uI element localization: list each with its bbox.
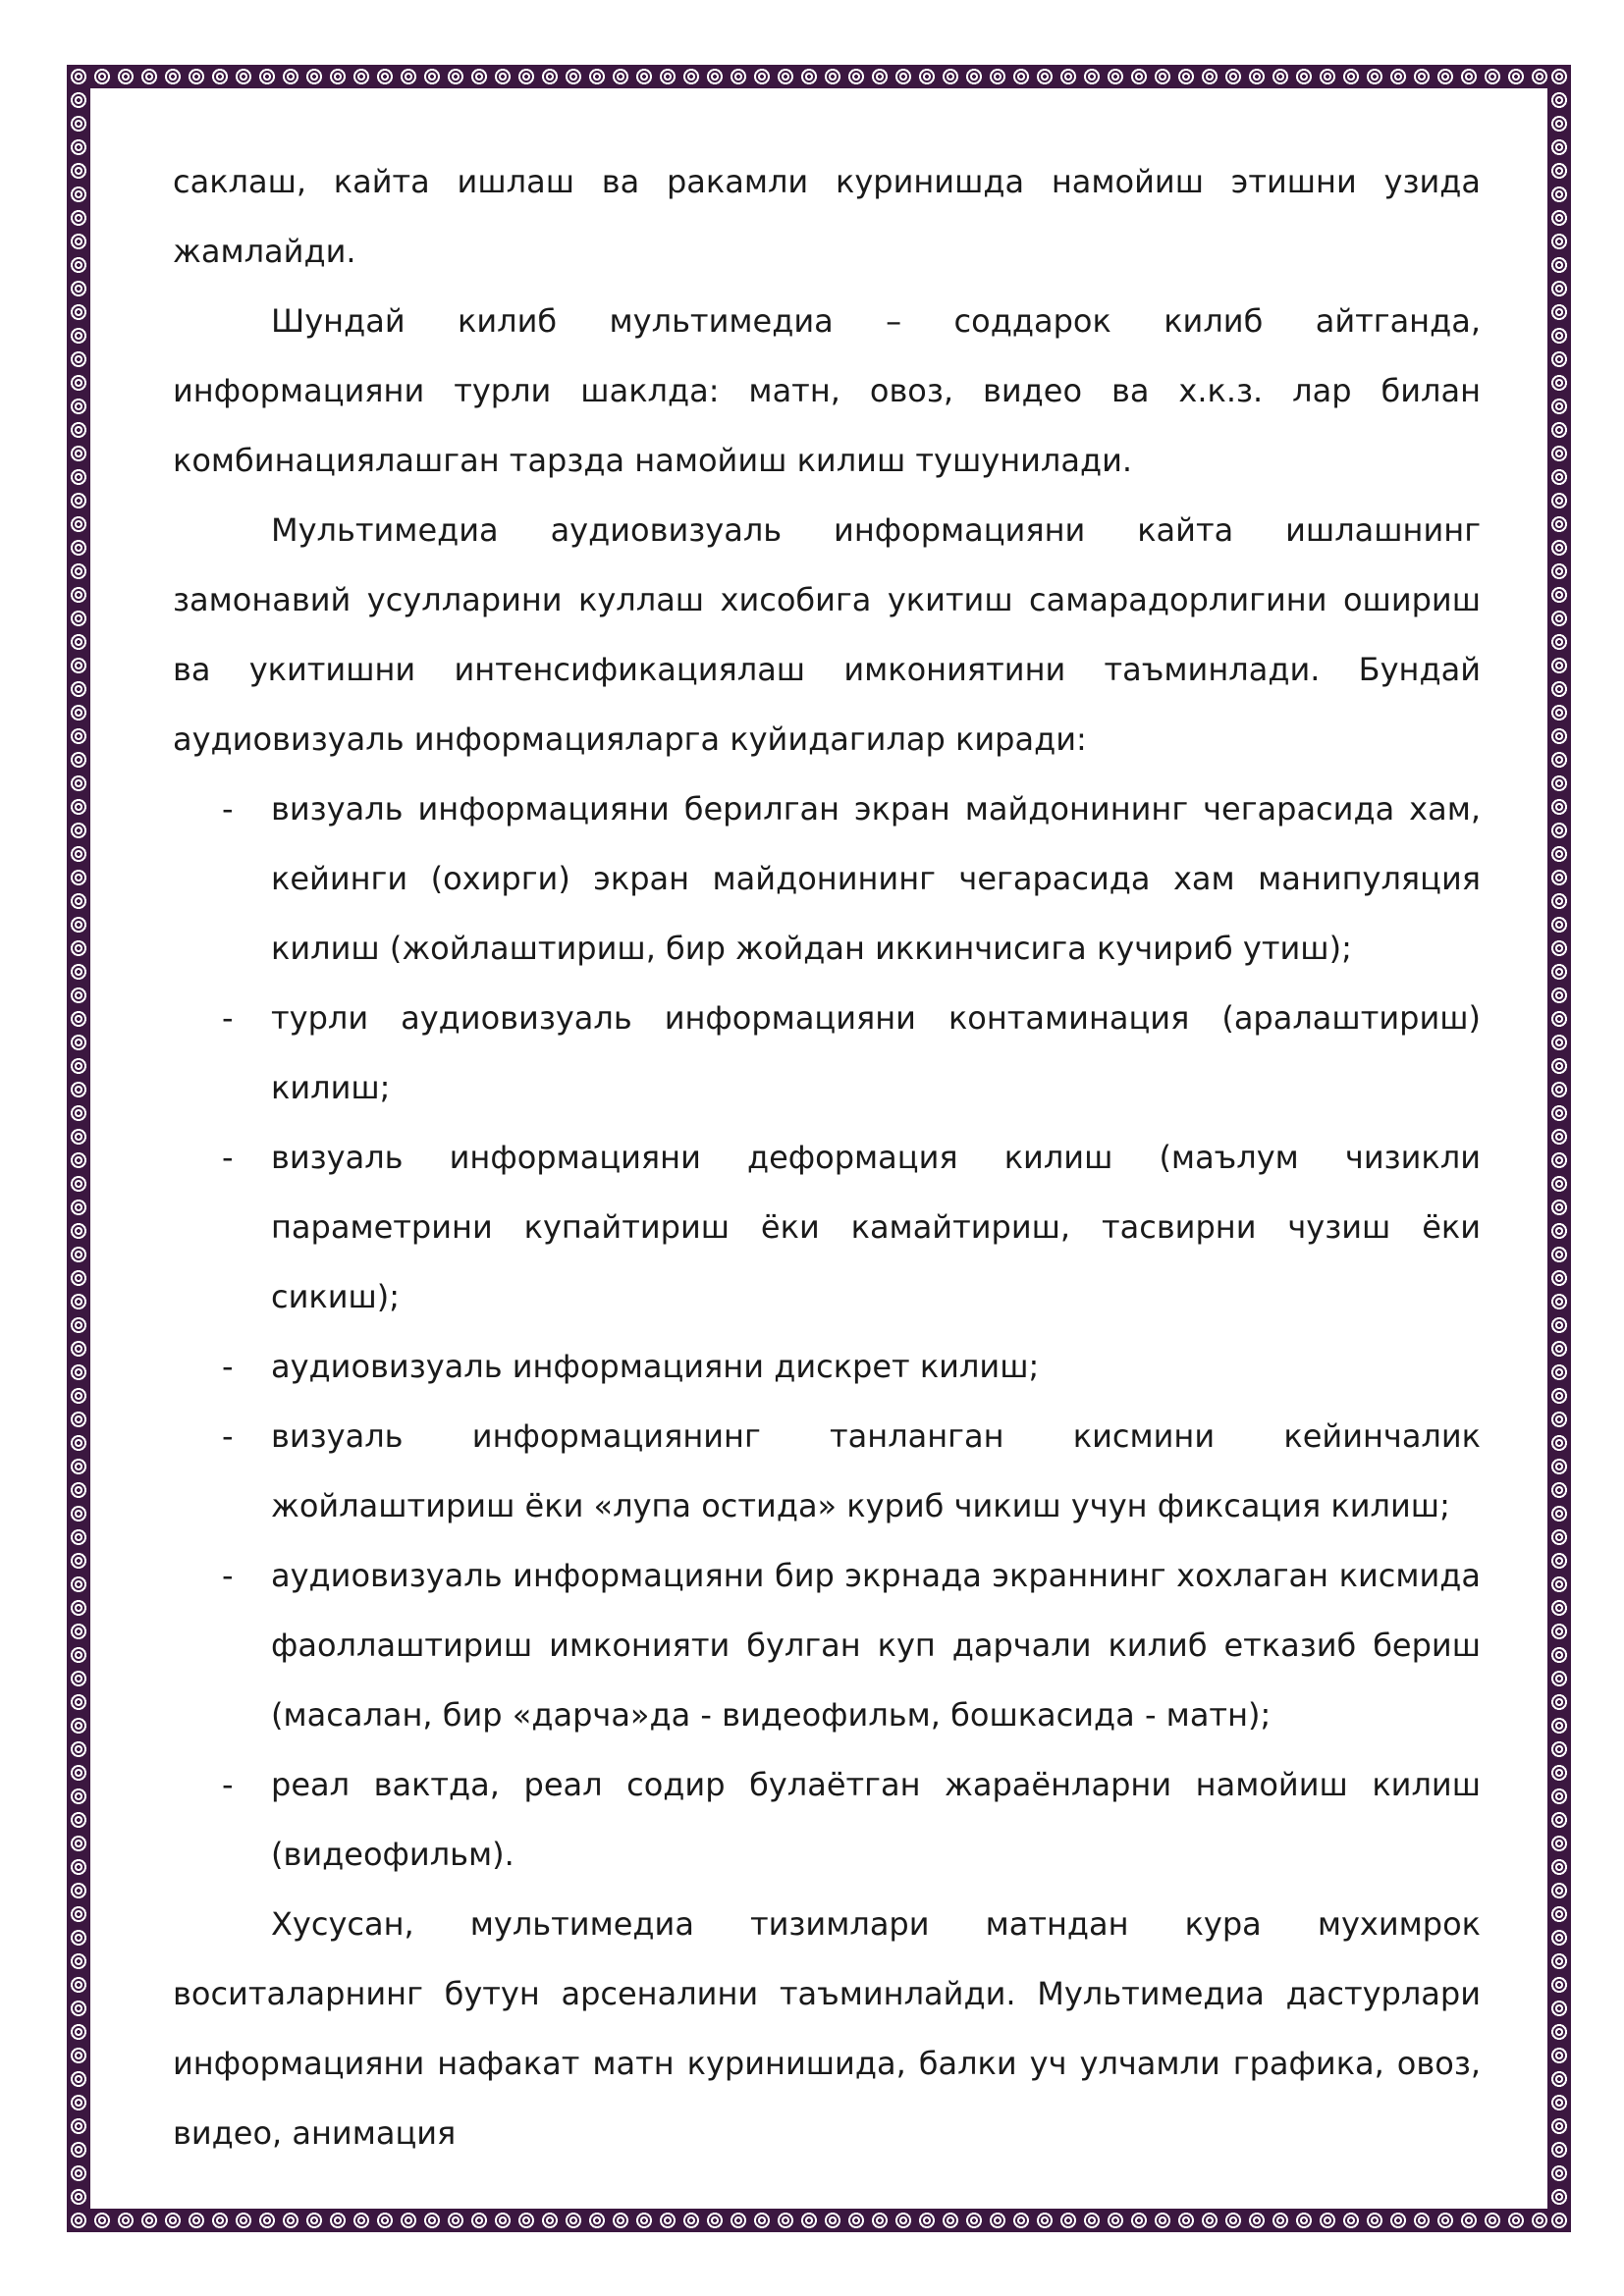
document-body <box>173 147 1481 2168</box>
page-border-top <box>67 65 1571 88</box>
list-item <box>173 1402 1481 1541</box>
list-item <box>173 1541 1481 1750</box>
page-border-bottom <box>67 2209 1571 2232</box>
paragraph-3: Мультимедиа аудиовизуаль информацияни кайта ишлашнинг замонавий усулларини куллаш хисобига укитиш самарадорлигини ошириш ва укитишни интенсификациялаш имкониятини таъминлади. Бундай аудиовизуаль информацияларга куйидагилар киради: <box>173 511 1481 758</box>
list-item-text: визуаль информацияни деформация килиш (маълум чизикли параметрини купайтириш ёки камайтириш, тасвирни чузиш ёки сикиш); <box>271 1139 1481 1315</box>
list-item <box>173 774 1481 984</box>
list-marker: - <box>222 1417 234 1455</box>
paragraph-2: Шундай килиб мультимедиа – соддарок килиб айтганда, информацияни турли шаклда: матн, овоз, видео ва х.к.з. лар билан комбинациялашган тарзда намойиш килиш тушунилади. <box>173 302 1481 479</box>
list-marker: - <box>222 1766 234 1803</box>
paragraph-1: саклаш, кайта ишлаш ва ракамли куринишда намойиш этишни узида жамлайди. <box>173 163 1481 270</box>
list-item-text: визуаль информацияни берилган экран майдонининг чегарасида хам, кейинги (охирги) экран майдонининг чегарасида хам манипуляция килиш (жойлаштириш, бир жойдан иккинчисига кучириб утиш); <box>271 790 1481 967</box>
list-item <box>173 984 1481 1123</box>
list-item <box>173 1123 1481 1332</box>
list-marker: - <box>222 999 234 1037</box>
list-item-text: турли аудиовизуаль информацияни контаминация (аралаштириш) килиш; <box>271 999 1481 1106</box>
list-item-text: визуаль информациянинг танланган кисмини кейинчалик жойлаштириш ёки «лупа остида» куриб чикиш учун фиксация килиш; <box>271 1417 1481 1524</box>
list-item-text: аудиовизуаль информацияни бир экрнада экраннинг хохлаган кисмида фаоллаштириш имконияти булган куп дарчали килиб етказиб бериш (масалан, бир «дарча»да - видеофильм, бошкасида - матн); <box>271 1557 1481 1734</box>
page-border-left <box>67 65 90 2232</box>
list-marker: - <box>222 790 234 828</box>
list-item <box>173 1332 1481 1402</box>
list-marker: - <box>222 1557 234 1594</box>
bullet-list <box>173 774 1481 1890</box>
list-item-text: аудиовизуаль информацияни дискрет килиш; <box>271 1348 1040 1385</box>
list-item-text: реал вактда, реал содир булаётган жараёнларни намойиш килиш (видеофильм). <box>271 1766 1481 1873</box>
list-marker: - <box>222 1348 234 1385</box>
list-item <box>173 1750 1481 1890</box>
list-marker: - <box>222 1139 234 1176</box>
page-border-right <box>1547 65 1571 2232</box>
paragraph-4: Хусусан, мультимедиа тизимлари матндан кура мухимрок воситаларнинг бутун арсеналини таъминлайди. Мультимедиа дастурлари информацияни нафакат матн куринишида, балки уч улчамли графика, овоз, видео, анимация <box>173 1905 1481 2152</box>
